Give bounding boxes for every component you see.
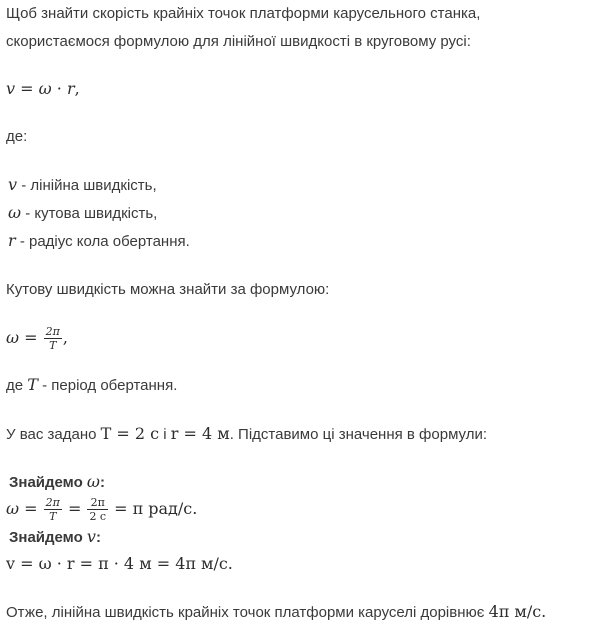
definition-symbol: ω [8, 203, 22, 222]
period-note [6, 375, 177, 396]
definition-item [8, 203, 157, 224]
step1-formula [6, 496, 197, 522]
definition-text: - кутова швидкість, [21, 205, 158, 222]
step1-label: Знайдемо [9, 474, 87, 491]
symbol-omega: ω [6, 499, 20, 518]
formula-comma: , [74, 79, 80, 98]
equals-sign: = [19, 328, 43, 347]
symbol-omega: ω [38, 79, 52, 98]
equals-sign: = [19, 499, 43, 518]
symbol-v: v [6, 79, 16, 98]
where-label: де: [6, 128, 28, 145]
step1-result: = π рад/с. [109, 499, 198, 518]
formula-linear-speed [6, 79, 80, 99]
definition-text: - лінійна швидкість, [17, 177, 157, 194]
fraction-denominator: 2 с [89, 510, 107, 523]
equals-sign: = [62, 499, 87, 518]
given-suffix: . Підставимо ці значення в формули: [229, 426, 488, 443]
conclusion-value: 4π м/с. [488, 602, 547, 621]
step1-colon: : [99, 474, 105, 491]
period-prefix: де [6, 377, 28, 394]
formula-angular-speed [6, 325, 68, 351]
conclusion [6, 602, 546, 623]
step2-symbol: v [86, 527, 96, 546]
definition-symbol: r [8, 231, 16, 250]
given-T: T = 2 с [100, 424, 160, 443]
fraction [44, 497, 62, 522]
fraction [44, 326, 62, 351]
intro-line-2: скористаємося формулою для лінійної швидкості в круговому русі: [6, 33, 471, 50]
intro-line-1: Щоб знайти скорість крайніх точок платформи карусельного станка, [6, 5, 481, 22]
symbol-T: T [27, 375, 38, 394]
given-prefix: У вас задано [6, 426, 101, 443]
period-suffix: - період обертання. [37, 377, 178, 394]
angular-speed-intro: Кутову швидкість можна знайти за формулою: [6, 281, 330, 298]
symbol-omega: ω [6, 328, 20, 347]
symbol-r: r [66, 79, 75, 98]
fraction-numerator: 2π [45, 325, 60, 338]
fraction-denominator: T [49, 510, 57, 523]
fraction-numerator: 2π [87, 497, 108, 510]
step2-label: Знайдемо [9, 529, 87, 546]
fraction [87, 497, 108, 522]
definition-item [8, 175, 157, 196]
step2-colon: : [95, 529, 101, 546]
given-mid: і [159, 426, 171, 443]
given-r: r = 4 м [170, 424, 230, 443]
conclusion-text: Отже, лінійна швидкість крайніх точок платформи каруселі дорівнює [6, 604, 489, 621]
step1-heading [9, 472, 105, 493]
step2-formula: v = ω · r = π · 4 м = 4π м/с. [6, 554, 233, 573]
fraction-denominator: T [49, 339, 57, 352]
step2-heading [9, 527, 101, 548]
formula-comma: , [62, 328, 68, 347]
equals-sign: = [15, 79, 39, 98]
definition-symbol: v [8, 175, 18, 194]
fraction-numerator: 2π [45, 496, 60, 509]
step1-symbol: ω [86, 472, 100, 491]
dot-operator: · [51, 79, 67, 98]
given-values [6, 424, 487, 445]
definition-text: - радіус кола обертання. [15, 233, 190, 250]
definition-item [8, 231, 190, 252]
